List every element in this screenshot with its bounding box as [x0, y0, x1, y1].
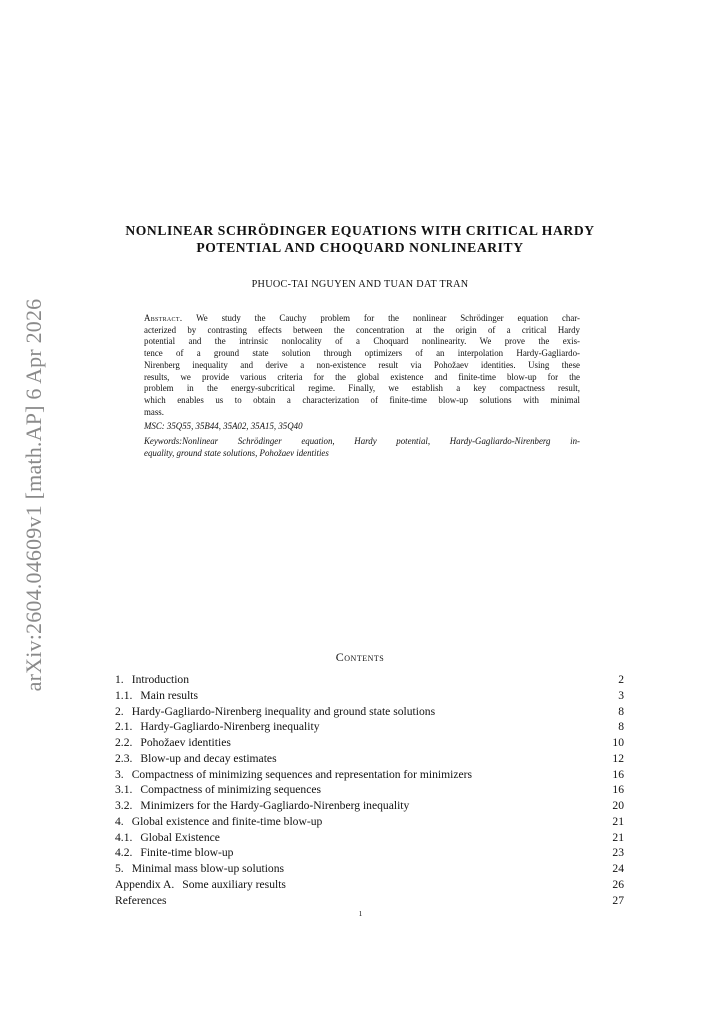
abstract-line: results, we provide various criteria for the global existence and finite-time blow-up for the — [144, 371, 580, 382]
toc-entry-page: 16 — [612, 783, 624, 797]
abstract-line: problem in the energy-subcritical regime. Finally, we establish a key compactness result, — [144, 383, 580, 394]
toc-entry-page: 12 — [612, 751, 624, 765]
toc-entry-title: Blow-up and decay estimates — [140, 751, 277, 765]
table-of-contents — [115, 672, 624, 908]
toc-entry-page: 23 — [612, 846, 624, 860]
toc-entry-label — [115, 719, 320, 735]
toc-entry[interactable] — [115, 798, 624, 814]
toc-entry-page: 27 — [612, 893, 624, 907]
toc-entry[interactable] — [115, 893, 624, 909]
toc-entry-page: 24 — [612, 862, 624, 875]
toc-entry-label — [115, 845, 233, 861]
toc-entry-number: 1. — [115, 673, 124, 686]
toc-entry-page: 3 — [618, 688, 624, 702]
toc-entry-title: References — [115, 893, 167, 907]
keywords-line: Keywords:Nonlinear Schrödinger equation, Hardy potential, Hardy-Gagliardo-Nirenberg in- — [144, 436, 580, 447]
toc-entry[interactable] — [115, 751, 624, 767]
toc-entry-title: Compactness of minimizing sequences and representation for minimizers — [131, 767, 473, 781]
toc-entry-number: 5. — [115, 862, 124, 875]
toc-entry[interactable] — [115, 767, 624, 783]
toc-entry-number: 2. — [115, 704, 124, 718]
toc-entry-title: Global existence and finite-time blow-up — [131, 814, 323, 828]
abstract-block — [144, 313, 580, 459]
toc-entry-page: 10 — [612, 736, 624, 749]
page-number: 1 — [358, 909, 363, 918]
toc-entry[interactable] — [115, 814, 624, 830]
toc-entry[interactable] — [115, 719, 624, 735]
arxiv-identifier-stamp: arXiv:2604.04609v1 [math.AP] 6 Apr 2026 — [21, 298, 46, 692]
toc-entry-page: 26 — [612, 877, 624, 891]
toc-entry-number: 2.3. — [115, 751, 133, 765]
toc-entry-label — [115, 893, 167, 909]
paper-title-line-2: POTENTIAL AND CHOQUARD NONLINEARITY — [196, 240, 524, 255]
abstract-line — [144, 313, 580, 325]
toc-entry-title: Finite-time blow-up — [140, 846, 234, 860]
toc-entry-title: Compactness of minimizing sequences — [140, 783, 322, 797]
abstract-line: tence of a ground state solution through optimizers of an interpolation Hardy-Gagliardo- — [144, 348, 580, 359]
toc-entry-number: 3.1. — [115, 783, 133, 797]
toc-entry-title: Minimal mass blow-up solutions — [131, 862, 285, 875]
toc-entry[interactable] — [115, 688, 624, 704]
toc-entry-label — [115, 830, 220, 846]
toc-entry-title: Hardy-Gagliardo-Nirenberg inequality and ground state solutions — [131, 704, 436, 718]
toc-entry[interactable] — [115, 877, 624, 893]
toc-entry-label — [115, 735, 231, 751]
toc-entry-title: Hardy-Gagliardo-Nirenberg inequality — [140, 720, 320, 734]
toc-entry-label — [115, 704, 435, 720]
toc-entry-page: 16 — [612, 767, 624, 781]
toc-entry-number: 1.1. — [115, 688, 133, 702]
keywords-line: equality, ground state solutions, Pohožaev identities — [144, 447, 329, 458]
paper-title — [90, 222, 630, 256]
toc-entry-number: 2.2. — [115, 736, 133, 749]
toc-entry-label — [115, 877, 286, 893]
toc-entry-title: Minimizers for the Hardy-Gagliardo-Nirenberg inequality — [140, 799, 410, 812]
toc-entry-title: Global Existence — [140, 830, 220, 844]
toc-entry-label — [115, 672, 189, 688]
abstract-line: mass. — [144, 406, 164, 417]
toc-entry-title: Main results — [140, 688, 199, 702]
toc-entry-label — [115, 767, 472, 783]
toc-entry[interactable] — [115, 861, 624, 877]
toc-entry-number: 4.2. — [115, 846, 133, 860]
abstract-line: acterized by contrasting effects between the concentration at the origin of a critical Hardy — [144, 324, 580, 335]
paper-authors: PHUOC-TAI NGUYEN AND TUAN DAT TRAN — [251, 279, 469, 290]
toc-entry-label — [115, 861, 284, 877]
toc-entry-number: Appendix A. — [115, 877, 175, 891]
abstract-line: which enables us to obtain a characterization of finite-time blow-up solutions with minimal — [144, 394, 580, 405]
toc-entry-number: 4. — [115, 814, 124, 828]
toc-entry-page: 8 — [618, 704, 624, 718]
toc-entry-number: 3.2. — [115, 799, 133, 812]
toc-entry[interactable] — [115, 704, 624, 720]
toc-entry-title: Pohožaev identities — [140, 736, 231, 749]
keywords — [144, 436, 580, 459]
toc-entry-label — [115, 688, 198, 704]
toc-entry-number: 2.1. — [115, 720, 133, 734]
msc-codes: MSC: 35Q55, 35B44, 35A02, 35A15, 35Q40 — [144, 421, 303, 432]
abstract-line: Nirenberg inequality and derive a non-existence result via Pohožaev identities. Using these — [144, 359, 580, 370]
toc-entry-number: 3. — [115, 767, 124, 781]
toc-entry-number: 4.1. — [115, 830, 133, 844]
toc-entry-page: 20 — [612, 799, 624, 812]
toc-entry-page: 2 — [618, 673, 624, 686]
toc-entry-page: 21 — [612, 814, 624, 828]
toc-entry[interactable] — [115, 672, 624, 688]
contents-heading: Contents — [335, 650, 385, 664]
toc-entry[interactable] — [115, 735, 624, 751]
abstract-line-text: We study the Cauchy problem for the nonlinear Schrödinger equation char- — [196, 313, 580, 323]
toc-entry[interactable] — [115, 845, 624, 861]
toc-entry-label — [115, 798, 409, 814]
toc-entry-label — [115, 751, 277, 767]
toc-entry-page: 8 — [618, 720, 624, 734]
toc-entry-title: Some auxiliary results — [182, 877, 286, 891]
toc-entry-label — [115, 782, 321, 798]
toc-entry-page: 21 — [612, 830, 624, 844]
toc-entry-label — [115, 814, 322, 830]
abstract-line: potential and the intrinsic nonlocality of a Choquard nonlinearity. We prove the exis- — [144, 336, 580, 347]
abstract-heading: Abstract. — [144, 313, 183, 323]
paper-title-line-1: NONLINEAR SCHRÖDINGER EQUATIONS WITH CRITICAL HARDY — [125, 223, 595, 238]
toc-entry[interactable] — [115, 830, 624, 846]
toc-entry-title: Introduction — [131, 673, 190, 686]
toc-entry[interactable] — [115, 782, 624, 798]
